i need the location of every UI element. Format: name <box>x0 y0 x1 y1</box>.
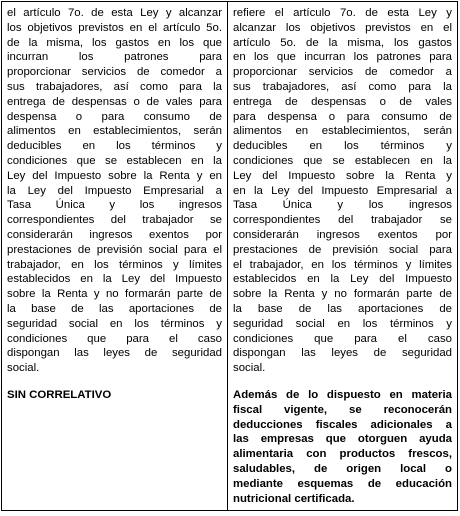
text-line: sus trabajadores, así como para la <box>233 80 452 93</box>
text-line: entrega de despensas o de vales para <box>7 95 222 108</box>
text-line: Tasa Única y los ingresos <box>233 199 452 212</box>
text-line: social. <box>233 362 266 375</box>
text-line: alimentaria con productos frescos, <box>233 448 452 461</box>
text-line: proporcionar servicios de comedor a <box>7 66 222 79</box>
text-line: alimentos en establecimientos, serán <box>233 125 452 138</box>
text-line: dispongan las leyes de seguridad <box>233 347 452 360</box>
text-line: en la Ley del Impuesto Empresarial a <box>233 184 452 197</box>
text-line: de la misma, los gastos en los que <box>7 36 222 49</box>
right-cell <box>228 2 458 511</box>
text-line: condiciones que se establecen en la <box>7 154 222 167</box>
text-line: considerarán ingresos exentos por <box>7 228 222 241</box>
table-row <box>2 2 458 511</box>
text-line: nutricional certificada. <box>233 492 355 505</box>
text-line: prestaciones de previsión social para <box>233 243 452 256</box>
comparison-table <box>1 1 458 511</box>
text-line: las empresas que otorguen ayuda <box>233 433 452 446</box>
text-line: entrega de despensas o de vales <box>233 95 452 108</box>
text-line: seguridad social en los términos y <box>7 317 222 330</box>
text-line: el trabajador, en los términos y límites <box>233 258 452 271</box>
text-line: correspondientes del trabajador se <box>233 214 452 227</box>
right-paragraph <box>233 6 452 376</box>
text-line: establecidos en la Ley del Impuesto <box>233 273 452 286</box>
right-bold-paragraph <box>233 388 452 506</box>
text-line: despensa o para consumo de <box>7 110 222 123</box>
left-paragraph <box>7 6 222 376</box>
text-line: seguridad social en los términos y <box>233 317 452 330</box>
text-line: para despensa o para consumo de <box>233 110 452 123</box>
text-line: artículo 5o. de la misma, los gastos <box>233 36 452 49</box>
text-line: correspondientes del trabajador se <box>7 214 222 227</box>
text-line: saludables, de origen local o <box>233 462 452 475</box>
text-line: dispongan las leyes de seguridad <box>7 347 222 360</box>
text-line: deducciones fiscales adicionales a <box>233 418 452 431</box>
text-line: establecidos en la Ley del Impuesto <box>7 273 222 286</box>
text-line: alimentos en establecimientos, serán <box>7 125 222 138</box>
text-line: trabajador, en los términos y límites <box>7 258 222 271</box>
text-line: Tasa Única y los ingresos <box>7 199 222 212</box>
text-line: los objetivos previstos en el artículo 5o. <box>7 21 222 34</box>
text-line: mediante esquemas de educación <box>233 477 452 490</box>
text-line: prestaciones de previsión social para el <box>7 243 222 256</box>
text-line: Ley del Impuesto sobre la Renta y en <box>7 169 222 182</box>
text-line: refiere el artículo 7o. de esta Ley y <box>233 7 452 19</box>
text-line: fiscal vigente, se reconocerán <box>233 403 452 416</box>
text-line: deducibles en los términos y <box>233 140 452 153</box>
text-line: la Ley del Impuesto Empresarial a <box>7 184 222 197</box>
text-line: social. <box>7 362 40 375</box>
left-heading: SIN CORRELATIVO <box>7 388 112 401</box>
text-line: Ley del Impuesto sobre la Renta y <box>233 169 452 182</box>
text-line: proporcionar servicios de comedor a <box>233 66 452 79</box>
text-line: en los que incurran los patrones para <box>233 51 452 64</box>
text-line: sus trabajadores, así como para la <box>7 80 222 93</box>
text-line: deducibles en los términos y <box>7 140 222 153</box>
text-line: el artículo 7o. de esta Ley y alcanzar <box>7 7 222 19</box>
text-line: Además de lo dispuesto en materia <box>233 388 452 401</box>
left-cell <box>2 2 228 511</box>
text-line: considerarán ingresos exentos por <box>233 228 452 241</box>
text-line: condiciones que se establecen en la <box>233 154 452 167</box>
text-line: sobre la Renta y no formarán parte de <box>233 288 452 301</box>
text-line: condiciones que para el caso <box>233 332 452 345</box>
text-line: la base de las aportaciones de <box>7 302 222 315</box>
text-line: la base de las aportaciones de <box>233 302 452 315</box>
text-line: alcanzar los objetivos previstos en el <box>233 21 452 34</box>
text-line: sobre la Renta y no formarán parte de <box>7 288 222 301</box>
text-line: incurran los patrones para <box>7 51 222 64</box>
text-line: condiciones que para el caso <box>7 332 222 345</box>
